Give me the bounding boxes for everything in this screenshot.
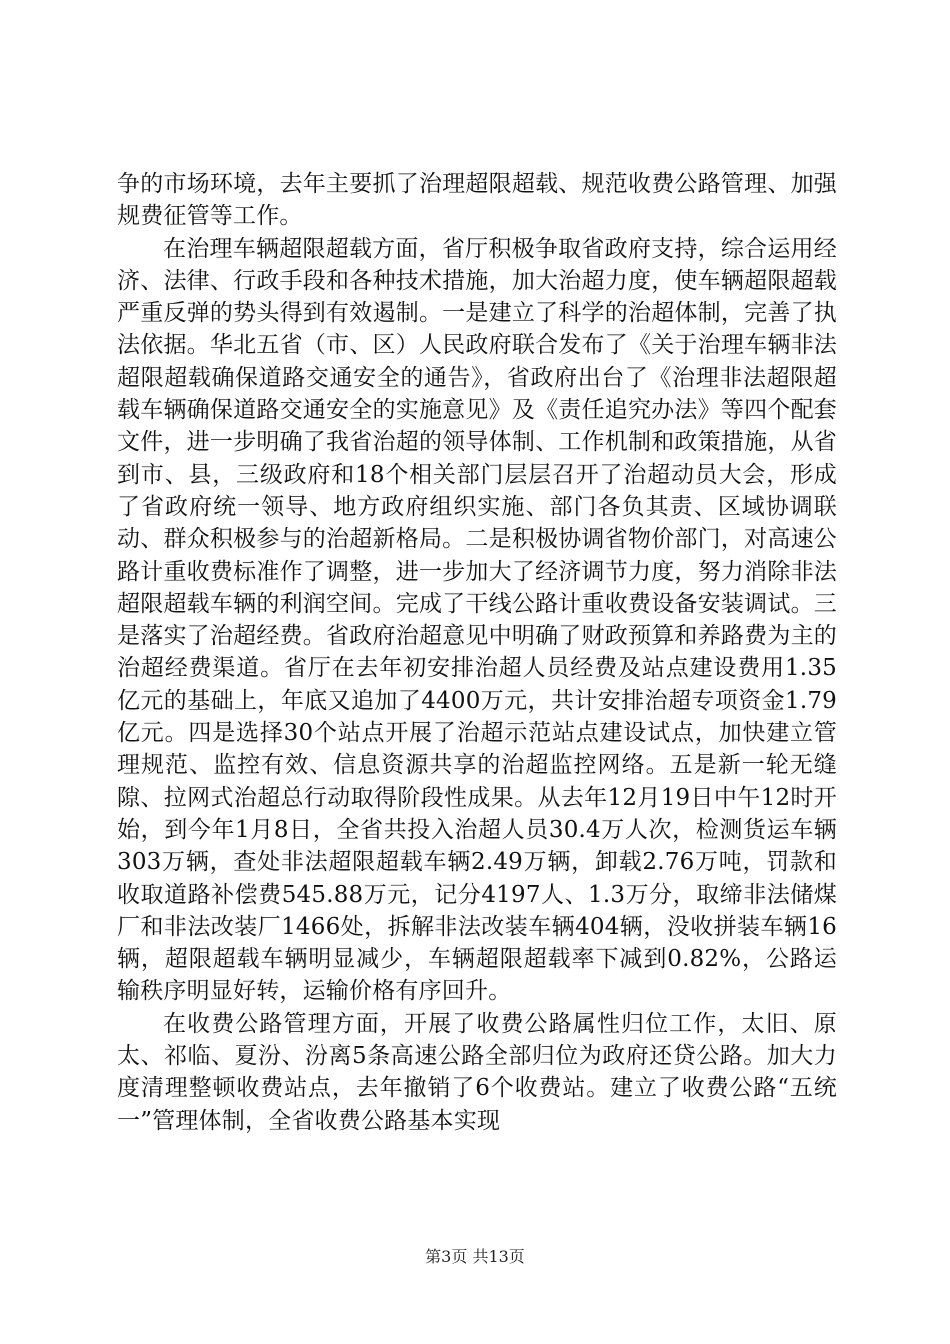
paragraph-2: 在治理车辆超限超载方面，省厅积极争取省政府支持，综合运用经济、法律、行政手段和各种技术措施，加大治超力度，使车辆超限超载严重反弹的势头得到有效遏制。一是建立了科学的治超体制，完善了执法依据。华北五省（市、区）人民政府联合发布了《关于治理车辆非法超限超载确保道路交通安全的通告》，省政府出台了《治理非法超限超载车辆确保道路交通安全的实施意见》及《责任追究办法》等四个配套文件，进一步明确了我省治超的领导体制、工作机制和政策措施，从省到市、县，三级政府和18个相关部门层层召开了治超动员大会，形成了省政府统一领导、地方政府组织实施、部门各负其责、区域协调联动、群众积极参与的治超新格局。二是积极协调省物价部门，对高速公路计重收费标准作了调整，进一步加大了经济调节力度，努力消除非法超限超载车辆的利润空间。完成了干线公路计重收费设备安装调试。三是落实了治超经费。省政府治超意见中明确了财政预算和养路费为主的治超经费渠道。省厅在去年初安排治超人员经费及站点建设费用1.35亿元的基础上，年底又追加了4400万元，共计安排治超专项资金1.79亿元。四是选择30个站点开展了治超示范站点建设试点，加快建立管理规范、监控有效、信息资源共享的治超监控网络。五是新一轮无缝隙、拉网式治超总行动取得阶段性成果。从去年12月19日中午12时开始，到今年1月8日，全省共投入治超人员30.4万人次，检测货运车辆303万辆，查处非法超限超载车辆2.49万辆，卸载2.76万吨，罚款和收取道路补偿费545.88万元，记分4197人、1.3万分，取缔非法储煤厂和非法改装厂1466处，拆解非法改装车辆404辆，没收拼装车辆16辆，超限超载车辆明显减少，车辆超限超载率下减到0.82%，公路运输秩序明显好转，运输价格有序回升。 xyxy=(117,235,837,1005)
paragraph-3: 在收费公路管理方面，开展了收费公路属性归位工作，太旧、原太、祁临、夏汾、汾离5条高速公路全部归位为政府还贷公路。加大力度清理整顿收费站点，去年撤销了6个收费站。建立了收费公路“五统一”管理体制，全省收费公路基本实现 xyxy=(117,1010,837,1134)
page-number-footer: 第3页 共13页 xyxy=(425,1247,525,1266)
document-body xyxy=(117,168,837,1137)
paragraph-1: 争的市场环境，去年主要抓了治理超限超载、规范收费公路管理、加强规费征管等工作。 xyxy=(117,171,837,230)
